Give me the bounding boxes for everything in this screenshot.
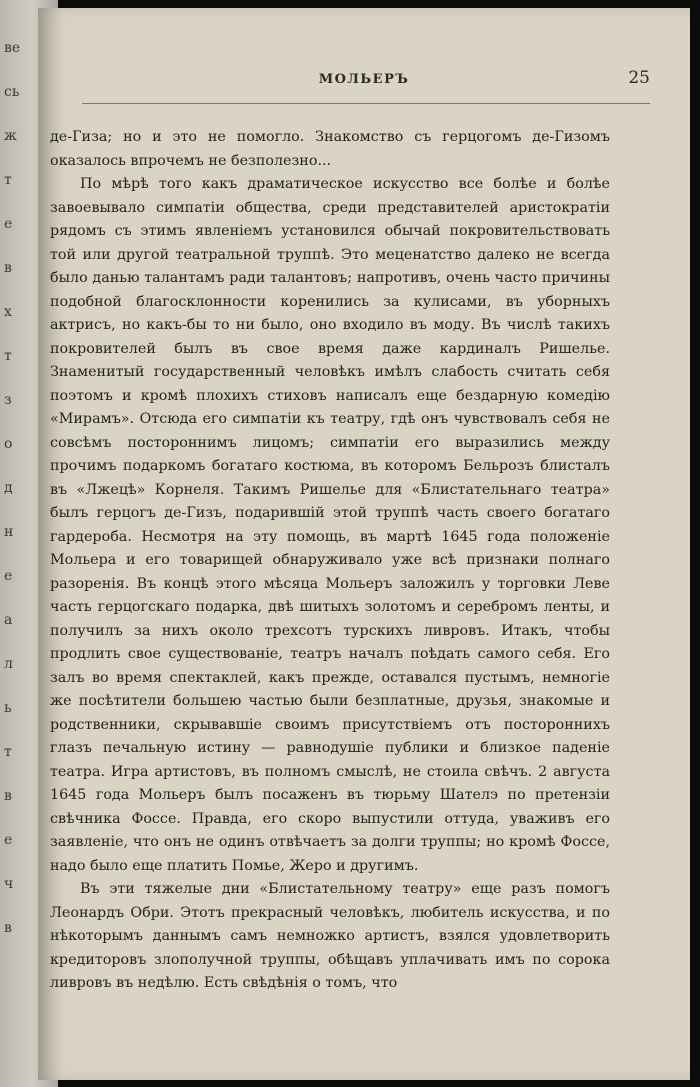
left-page-fragment: е bbox=[4, 568, 13, 584]
left-page-fragment: о bbox=[4, 436, 13, 452]
left-page-fragment: а bbox=[4, 612, 13, 628]
left-page-fragment: з bbox=[4, 392, 12, 408]
left-page-fragment: н bbox=[4, 524, 14, 540]
left-page-fragment: ч bbox=[4, 876, 14, 892]
page-number: 25 bbox=[628, 68, 650, 88]
paragraph: По мѣрѣ того какъ драматическое искусство все болѣе и болѣе завоевывало симпатіи общества, среди представителей аристократіи рядомъ съ этимъ явленіемъ установился обычай покровительствовать той или другой театральной труппѣ. Это меценатство далеко не всегда было данью талантамъ ради талантовъ; напротивъ, очень часто причины подобной благосклонности коренились за кулисами, въ уборныхъ актрисъ, но какъ-бы то ни было, оно входило въ моду. Въ числѣ такихъ покровителей былъ въ свое время даже кардиналъ Ришелье. Знаменитый государственный человѣкъ имѣлъ слабость считать себя поэтомъ и кромѣ плохихъ стиховъ написалъ еще бездарную комедію «Мирамъ». Отсюда его симпатіи къ театру, гдѣ онъ чувствовалъ себя не совсѣмъ постороннимъ лицомъ; симпатіи его выразились между прочимъ подаркомъ богатаго костюма, въ которомъ Бельрозъ блисталъ въ «Лжецѣ» Корнеля. Такимъ Ришелье для «Блистательнаго театра» былъ герцогъ де-Гизъ, подарившій этой труппѣ часть своего богатаго гардероба. Несмотря на эту помощь, въ мартѣ 1645 года положеніе Мольера и его товарищей обнаруживало уже всѣ признаки полнаго разоренія. Въ концѣ этого мѣсяца Мольеръ заложилъ у торговки Леве часть герцогскаго подарка, двѣ шитыхъ золотомъ и серебромъ ленты, и получилъ за нихъ около трехсотъ турскихъ ливровъ. Итакъ, чтобы продлить свое существованіе, театръ началъ поѣдать самого себя. Его залъ во время спектаклей, какъ прежде, оставался пустымъ, немногіе же посѣтители большею частью были безплатные, друзья, знакомые и родственники, скрывавшіе своимъ присутствіемъ отъ постороннихъ глазъ печальную истину — равнодушіе публики и близкое паденіе театра. Игра артистовъ, въ полномъ смыслѣ, не стоила свѣчъ. 2 августа 1645 года Мольеръ былъ посаженъ въ тюрьму Шателэ по претензіи свѣчника Фоссе. Правда, его скоро выпустили оттуда, уваживъ его заявленіе, что онъ не одинъ отвѣчаетъ за долги труппы; но кромѣ Фоссе, надо было еще платить Помье, Жеро и другимъ. bbox=[50, 176, 610, 874]
paragraph: Въ эти тяжелые дни «Блистательному театру» еще разъ помогъ Леонардъ Обри. Этотъ прекрасный человѣкъ, любитель искусства, и по нѣкоторымъ даннымъ самъ немножко артистъ, взялся удовлетворить кредиторовъ злополучной труппы, обѣщавъ уплачивать имъ по сорока ливровъ въ недѣлю. Есть свѣдѣнія о томъ, что bbox=[50, 881, 610, 991]
left-page-fragment: е bbox=[4, 216, 13, 232]
paragraph: де-Гиза; но и это не помогло. Знакомство съ герцогомъ де-Гизомъ оказалось впрочемъ не безполезно... bbox=[50, 129, 610, 169]
left-page-fragment: д bbox=[4, 480, 13, 496]
left-page-fragment: в bbox=[4, 920, 12, 936]
running-header bbox=[78, 66, 650, 96]
left-page-fragment: т bbox=[4, 172, 12, 188]
header-rule bbox=[82, 103, 650, 104]
left-page-fragment: ь bbox=[4, 700, 12, 716]
left-page-fragment: ж bbox=[4, 128, 17, 144]
left-page-fragment: т bbox=[4, 744, 12, 760]
left-page-fragment: в bbox=[4, 788, 12, 804]
left-page-fragment: л bbox=[4, 656, 13, 672]
book-page bbox=[38, 8, 690, 1080]
running-title: МОЛЬЕРЪ bbox=[318, 72, 410, 87]
left-page-fragment: ве bbox=[4, 40, 21, 56]
left-page-fragment: в bbox=[4, 260, 12, 276]
body-text bbox=[50, 126, 610, 996]
left-page-fragment: т bbox=[4, 348, 12, 364]
left-page-fragment: х bbox=[4, 304, 12, 320]
left-page-fragment: е bbox=[4, 832, 13, 848]
left-page-fragment: сь bbox=[4, 84, 20, 100]
